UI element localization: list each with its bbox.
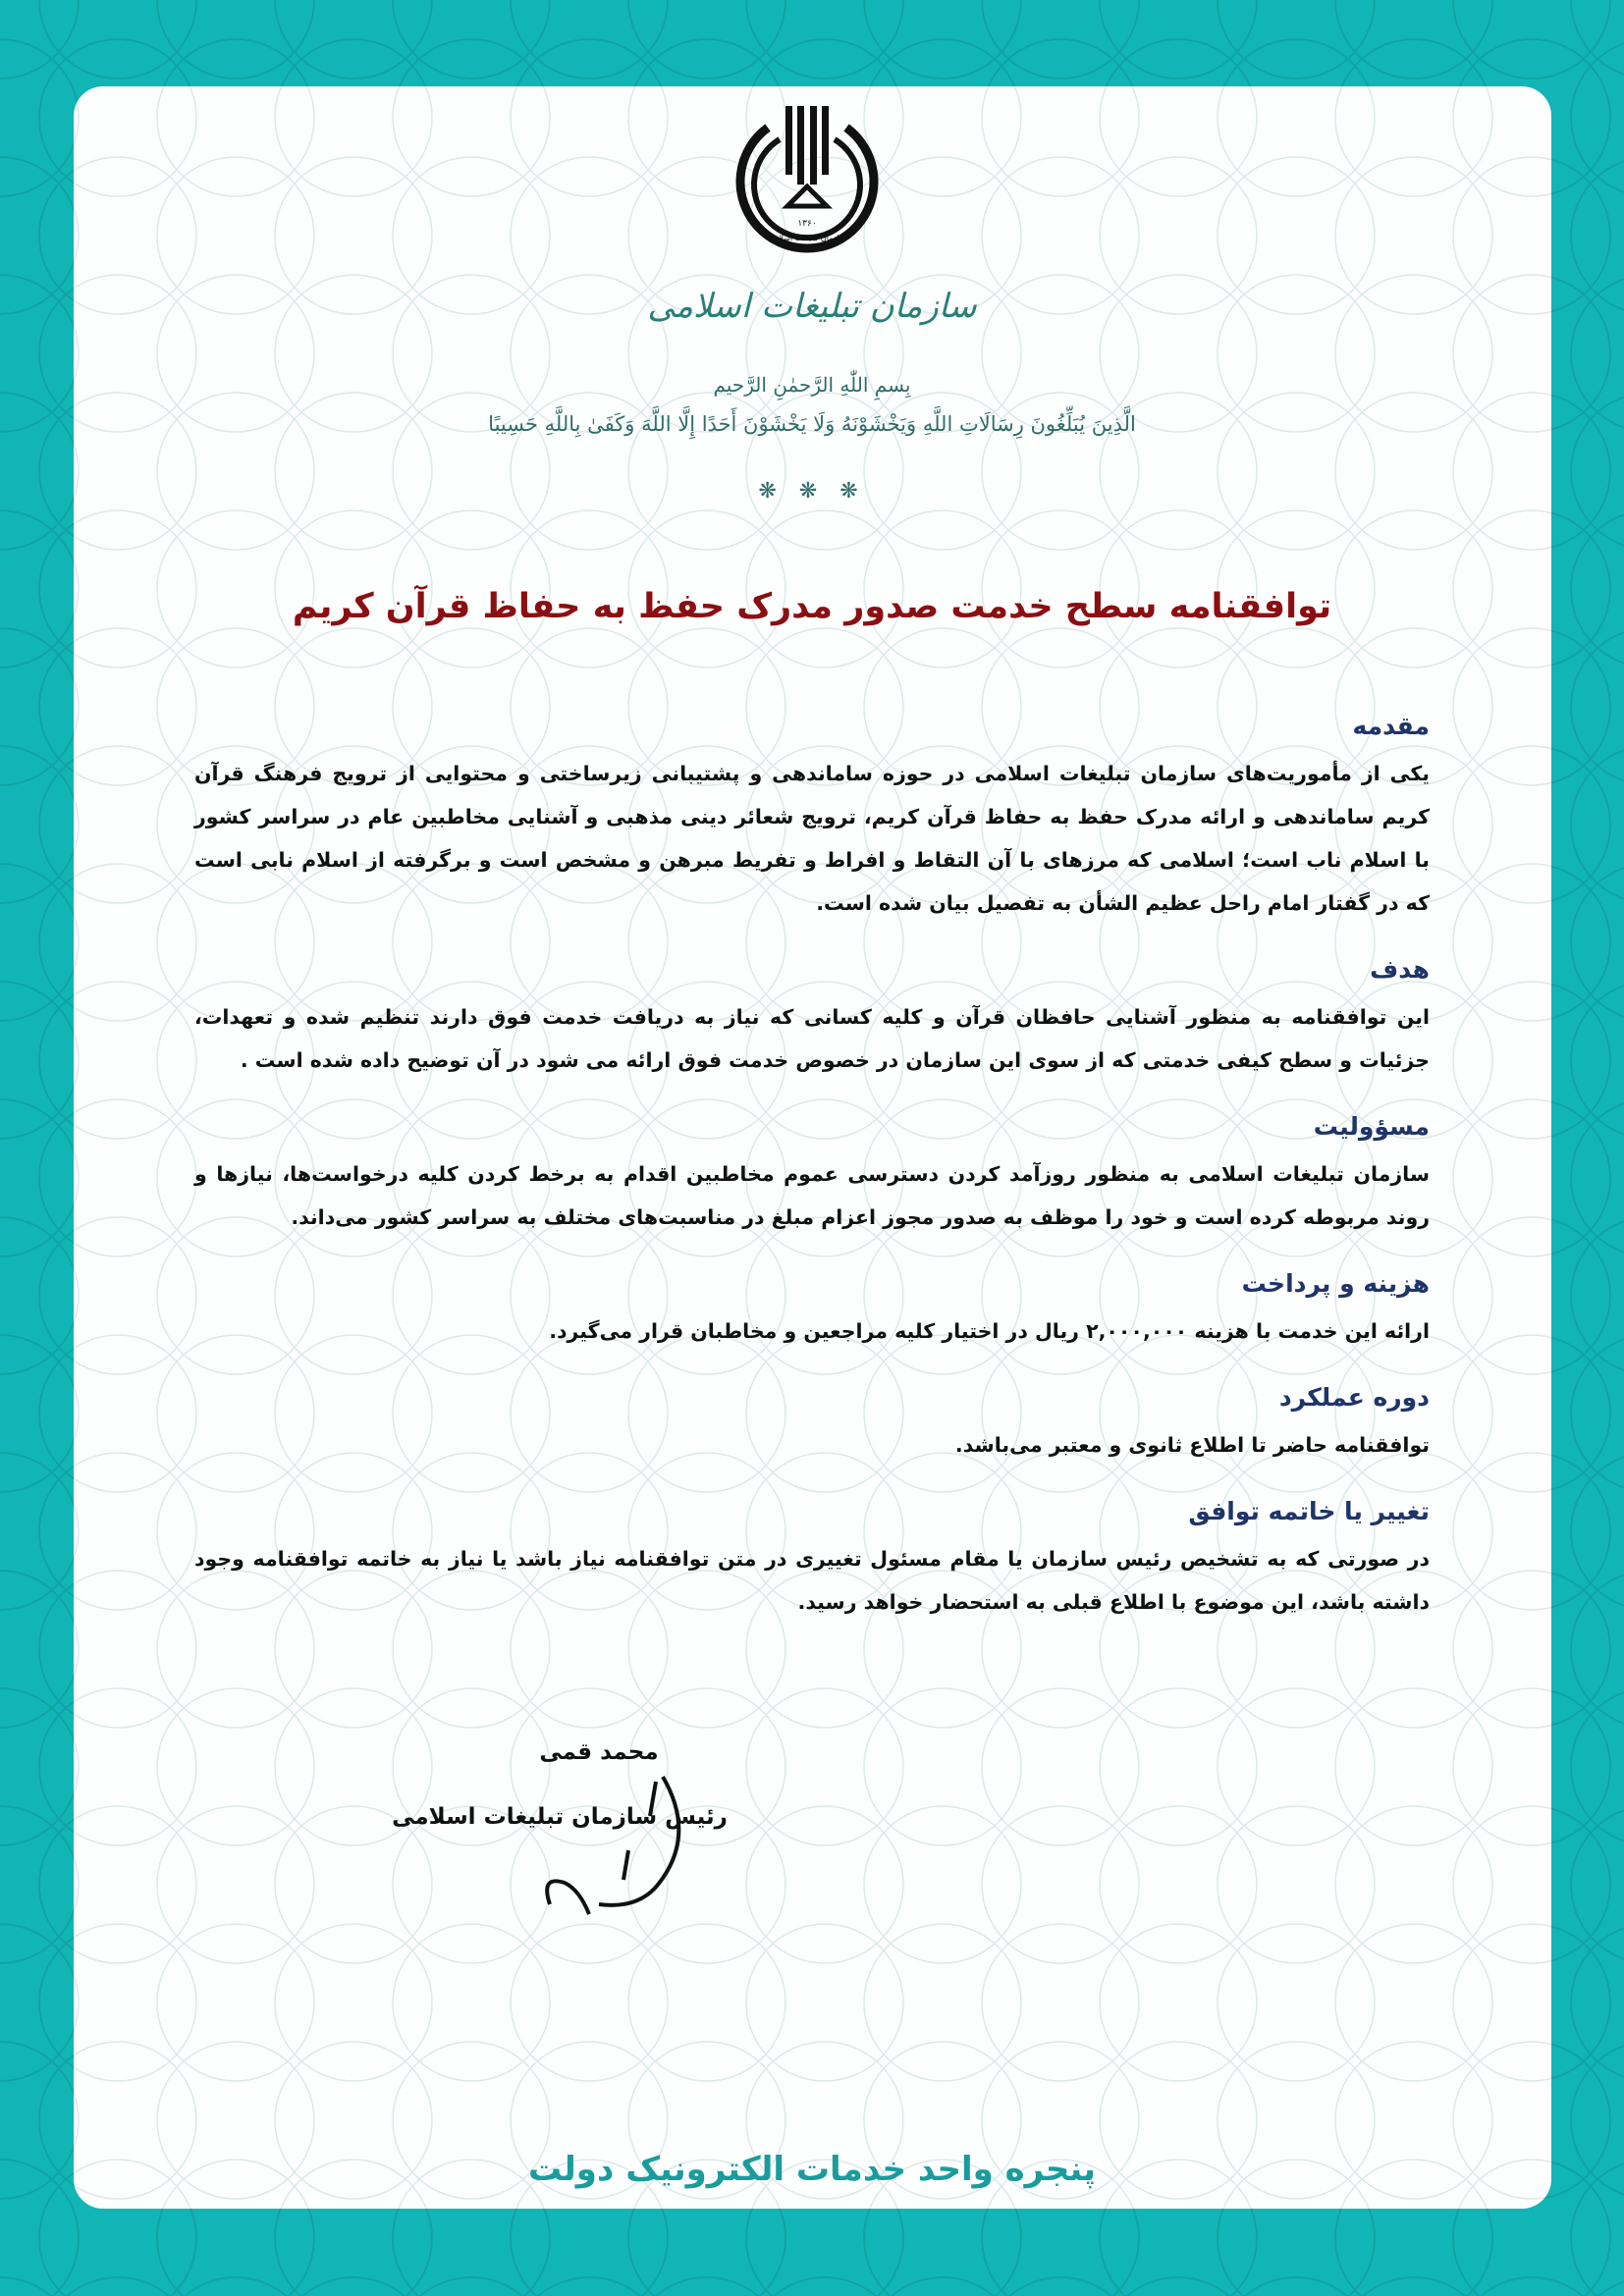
quran-verse: الَّذِينَ يُبَلِّغُونَ رِسَالَاتِ اللَّهِ وَيَخْشَوْنَهُ وَلَا يَخْشَوْنَ أَحَدًا إِلَّا اللَّهَ وَكَفَىٰ بِاللَّهِ حَسِيبًا [488, 412, 1136, 436]
section-body: یکی از مأموریت‌های سازمان تبلیغات اسلامی در حوزه ساماندهی و پشتیبانی زیرساختی و محتوایی از ترویج فرهنگ قرآن کریم ساماندهی و ارائه مدرک حفظ به حفاظ قرآن کریم، ترویج شعائر دینی مذهبی و آشنایی مخاطبین عام در سراسر کشور با اسلام ناب است؛ اسلامی که مرزهای با آن التقاط و افراط و تفریط مبرهن و مشخص است و برگرفته از اسلام نابی است که در گفتار امام راحل عظیم الشأن به تفصیل بیان شده است. [194, 762, 1430, 915]
document-title: توافقنامه سطح خدمت صدور مدرک حفظ به حفاظ قرآن کریم [292, 587, 1332, 626]
section-heading: مقدمه [1352, 712, 1430, 740]
section-body: این توافقنامه به منظور آشنایی حافظان قرآن و کلیه کسانی که نیاز به دریافت خدمت فوق دارند تنظیم شده و تعهدات، جزئیات و سطح کیفی خدمتی که از سوی این سازمان در خصوص خدمت فوق ارائه می شود در آن توضیح داده شده است . [194, 1005, 1430, 1072]
footer-text: پنجره واحد خدمات الکترونیک دولت [528, 2150, 1096, 2189]
section-body: در صورتی که به تشخیص رئیس سازمان یا مقام مسئول تغییری در متن توافقنامه نیاز باشد یا نیاز به خاتمه توافقنامه وجود داشته باشد، این موضوع با اطلاع قبلی به استحضار خواهد رسید. [194, 1547, 1430, 1614]
section-heading: تغییر یا خاتمه توافق [1188, 1497, 1430, 1525]
section-body: سازمان تبلیغات اسلامی به منظور روزآمد کردن دسترسی عموم مخاطبین اقدام به برخط کردن کلیه درخواست‌ها، نیازها و روند مربوطه کرده است و خود را موظف به صدور مجوز اعزام مبلغ در مناسبت‌های مختلف به سراسر کشور می‌داند. [194, 1162, 1430, 1229]
bismillah: بِسمِ اللّٰهِ الرَّحمٰنِ الرَّحیم [713, 373, 911, 397]
section-change-termination [194, 1492, 1430, 1624]
ornament: ❋ ❋ ❋ [758, 479, 866, 504]
section-goal [194, 950, 1430, 1082]
handwritten-signature [530, 1767, 697, 1924]
signatory-position: رئیس سازمان تبلیغات اسلامی [392, 1804, 728, 1830]
section-period [194, 1378, 1430, 1467]
section-body: توافقنامه حاضر تا اطلاع ثانوی و معتبر می‌باشد. [954, 1433, 1430, 1457]
section-responsibility [194, 1107, 1430, 1239]
document-body [194, 707, 1430, 1649]
logo-calligraphy: سازمان تبلیغات اسلامی [647, 287, 977, 326]
section-heading: هزینه و پرداخت [1241, 1269, 1430, 1298]
section-heading: مسؤولیت [1313, 1112, 1430, 1141]
section-body: ارائه این خدمت با هزینه ۲,۰۰۰,۰۰۰ ریال در اختیار کلیه مراجعین و مخاطبان قرار می‌گیرد. [549, 1319, 1430, 1343]
logo-ring-text: سازمان تبلیغات اسلامی [768, 234, 846, 242]
section-heading: دوره عملکرد [1278, 1383, 1430, 1412]
section-heading: هدف [1370, 955, 1430, 984]
section-introduction [194, 707, 1430, 925]
organization-logo [729, 98, 886, 265]
logo-year: ۱۳۶۰ [797, 219, 817, 229]
signatory-name: محمد قمی [539, 1739, 659, 1765]
section-cost [194, 1264, 1430, 1353]
